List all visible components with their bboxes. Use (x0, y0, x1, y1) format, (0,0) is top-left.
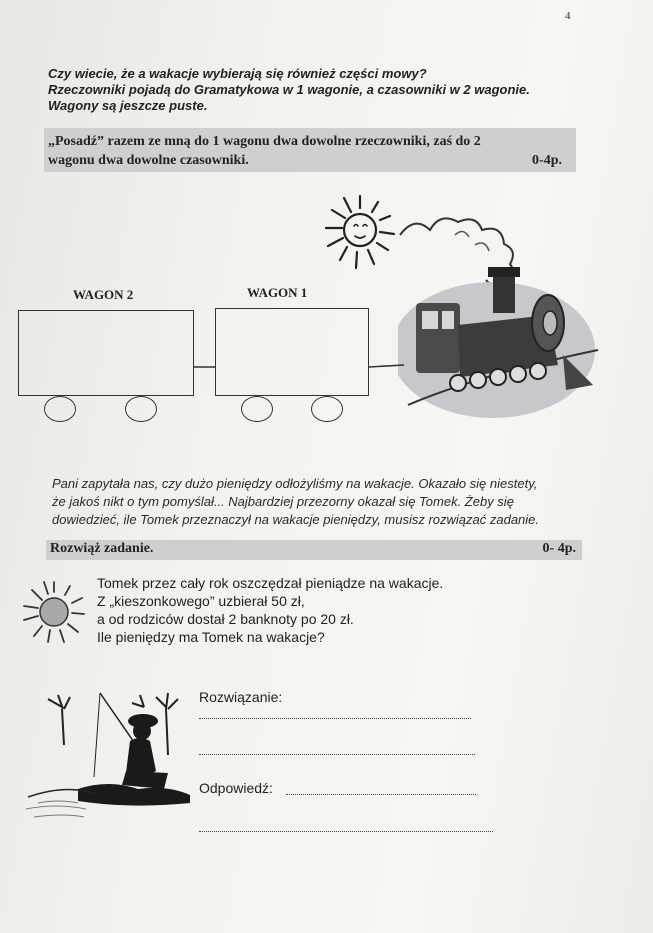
task2-points: 0- 4p. (542, 541, 576, 556)
task2-instruction (50, 541, 578, 557)
task2-title: Rozwiąż zadanie. (50, 541, 154, 556)
problem-line-2: Z „kieszonkowego” uzbierał 50 zł, (97, 593, 305, 609)
story-line-3: dowiedzieć, ile Tomek przeznaczył na wakacje pieniędzy, musisz rozwiązać zadanie. (52, 512, 540, 527)
wagon-1-label: WAGON 1 (247, 285, 308, 300)
intro-line-1: Czy wiecie, że a wakacje wybierają się również części mowy? (48, 66, 427, 81)
story-text (52, 475, 592, 529)
small-sun-illustration (18, 578, 88, 646)
task1-line-1: „Posadź” razem ze mną do 1 wagonu dwa dowolne rzeczowniki, zaś do 2 (48, 134, 481, 149)
answer-line-1[interactable] (286, 794, 476, 795)
solution-label: Rozwiązanie: (199, 689, 283, 705)
problem-line-1: Tomek przez cały rok oszczędzał pieniądze na wakacje. (97, 575, 444, 591)
problem-text (97, 574, 443, 646)
solution-line-1[interactable] (199, 718, 471, 719)
task1-points: 0-4p. (532, 153, 562, 168)
wagon-2-wheel-left (44, 396, 76, 422)
wagon-1-wheel-left (241, 396, 273, 422)
wagon-2-label: WAGON 2 (73, 287, 134, 302)
problem-line-3: a od rodziców dostał 2 banknoty po 20 zł. (97, 611, 354, 627)
story-line-1: Pani zapytała nas, czy dużo pieniędzy odłożyliśmy na wakacje. Okazało się niestety, (52, 476, 538, 491)
story-line-2: że jakoś nikt o tym pomyślał... Najbardziej przezorny okazał się Tomek. Żeby się (52, 494, 514, 509)
problem-line-4: Ile pieniędzy ma Tomek na wakacje? (97, 629, 325, 645)
wagon-2-wheel-right (125, 396, 157, 422)
page-number: 4 (565, 10, 571, 22)
intro-line-2: Rzeczowniki pojadą do Gramatykowa w 1 wagonie, a czasowniki w 2 wagonie. (48, 82, 530, 97)
answer-line-2[interactable] (199, 831, 493, 832)
fishing-boy-illustration (18, 685, 193, 825)
solution-line-2[interactable] (199, 754, 475, 755)
intro-line-3: Wagony są jeszcze puste. (48, 98, 208, 113)
wagon-1-wheel-right (311, 396, 343, 422)
answer-label: Odpowiedź: (199, 780, 273, 796)
task1-line-2: wagonu dwa dowolne czasowniki. (48, 153, 249, 168)
